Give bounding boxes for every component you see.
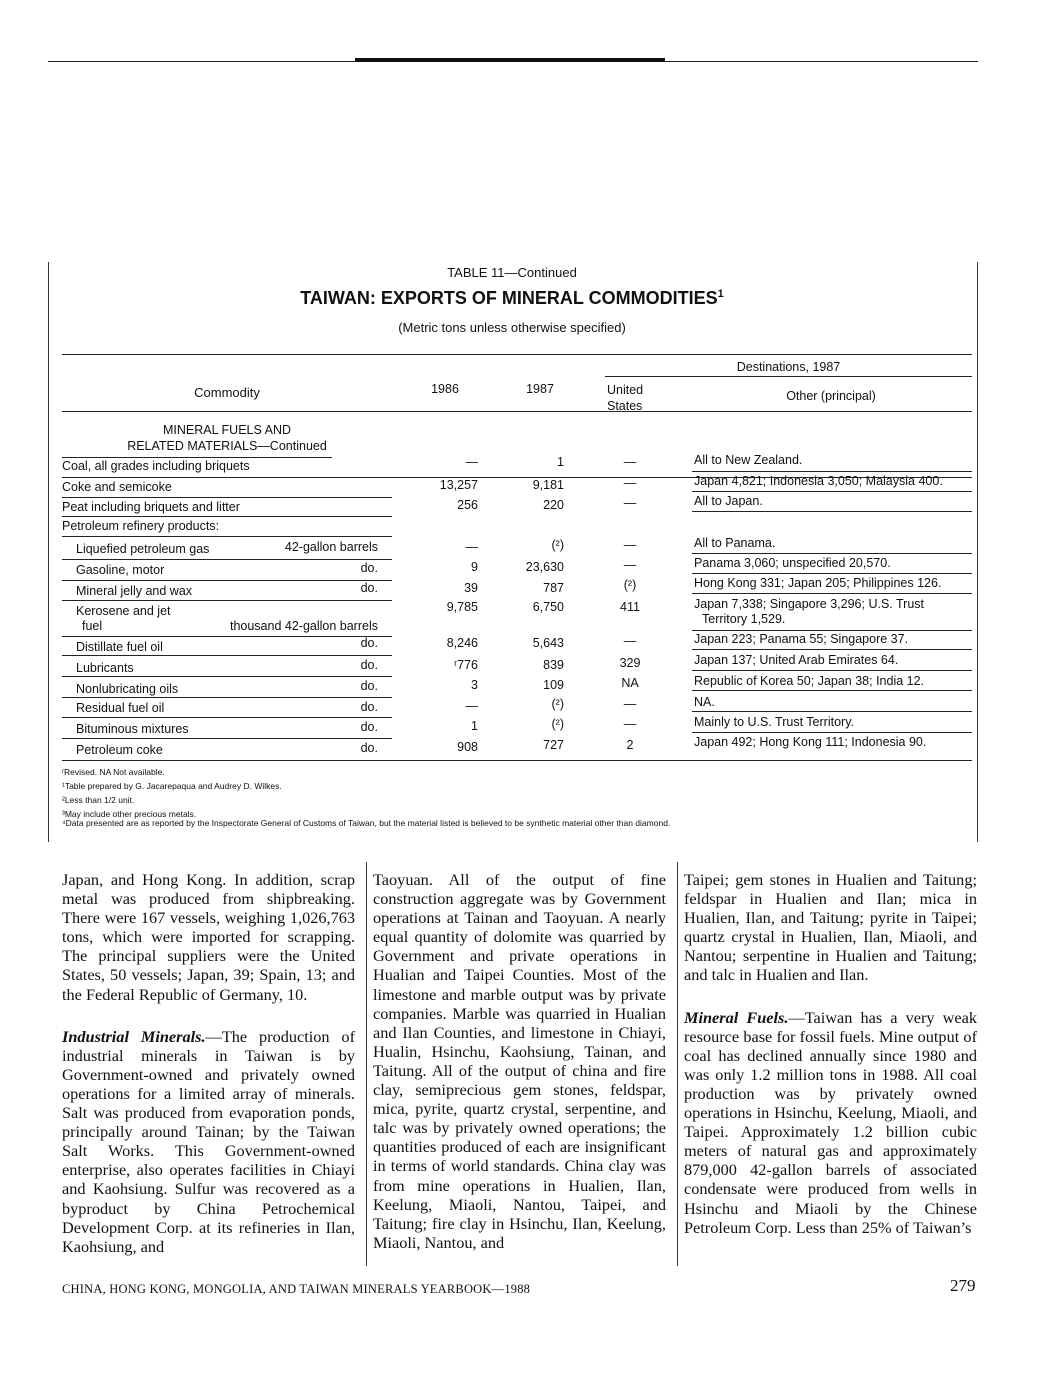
- row-coal-1986: —: [465, 455, 478, 469]
- row-kerosene-name-line2: fuel: [82, 619, 103, 633]
- header-other: Other (principal): [786, 389, 876, 403]
- row-bituminous-us: —: [623, 717, 637, 731]
- row-residual-name: Residual fuel oil: [76, 701, 165, 715]
- row-gasoline-unit: do.: [360, 561, 378, 575]
- row-bituminous-1987: (²): [551, 717, 564, 731]
- row-nonlubricating-unit: do.: [360, 679, 378, 693]
- footnote-1: ¹Table prepared by G. Jacarepaqua and Audrey D. Wilkes.: [62, 781, 282, 791]
- row-lubricants-unit: do.: [360, 658, 378, 672]
- row-coal-name: Coal, all grades including briquets: [62, 459, 250, 473]
- row-lpg-unit: 42-gallon barrels: [284, 540, 378, 554]
- paragraph: Japan, and Hong Kong. In addition, scrap metal was produced from shipbreaking. There were 167 vessels, weighing 1,026,763 tons, which were imported for scrapping. The principal suppliers were the United States, 50 vessels; Japan, 39; Spain, 13; and the Federal Republic of Germany, 10.: [62, 870, 355, 1004]
- table-title-footnote-ref: 1: [717, 288, 724, 300]
- dest-rule: [692, 593, 972, 594]
- body-column-1: [62, 870, 355, 1256]
- row-peat-us: —: [623, 496, 637, 510]
- row-gasoline-1987: 23,630: [525, 560, 564, 574]
- dest-rule: [692, 511, 972, 512]
- section-heading-line1: MINERAL FUELS AND: [162, 423, 292, 437]
- table-title-text: TAIWAN: EXPORTS OF MINERAL COMMODITIES: [300, 288, 718, 308]
- paragraph-text: —The production of industrial minerals in Taiwan is by Government-owned and privately owned operations for a limited array of minerals. Salt was produced from evaporation ponds, principally around Tainan; by the Taiwan Salt Works. This Government-owned enterprise, also operates facilities in Chiayi and Kaohsiung. Sulfur was recovered as a byproduct by China Petrochemical Development Corp. at its refineries in Ilan, Kaohsiung, and: [62, 1026, 355, 1256]
- row-rule: [62, 738, 392, 739]
- footnote-2: ²Less than 1/2 unit.: [62, 795, 135, 805]
- destinations-rule: [605, 376, 972, 377]
- row-rule: [62, 676, 392, 677]
- row-rule: [62, 717, 392, 718]
- row-nonlubricating-name: Nonlubricating oils: [76, 682, 179, 696]
- row-kerosene-name: [76, 604, 171, 634]
- row-lpg-1986: —: [465, 540, 478, 554]
- row-bituminous-1986: 1: [471, 719, 478, 733]
- row-lubricants-1987: 839: [543, 658, 564, 672]
- row-peat-name: Peat including briquets and litter: [62, 500, 240, 514]
- row-coke-1987: 9,181: [532, 478, 564, 492]
- row-mineral-jelly-1986: 39: [464, 581, 478, 595]
- row-distillate-1986: 8,246: [446, 636, 478, 650]
- row-mineral-jelly-other: Hong Kong 331; Japan 205; Philippines 126.: [694, 576, 942, 590]
- column-divider: [366, 862, 367, 1266]
- row-gasoline-us: —: [623, 558, 637, 572]
- row-kerosene-other-line2: Territory 1,529.: [702, 612, 786, 626]
- row-kerosene-us: 411: [620, 600, 640, 614]
- row-distillate-other: Japan 223; Panama 55; Singapore 37.: [694, 632, 909, 646]
- row-lpg-name: Liquefied petroleum gas: [76, 542, 210, 556]
- section-heading-industrial-minerals: Industrial Minerals.: [62, 1026, 206, 1046]
- row-rule: [62, 559, 392, 560]
- table-bottom-rule: [62, 760, 972, 761]
- row-residual-1986: —: [465, 699, 478, 713]
- row-nonlubricating-1986: 3: [471, 678, 478, 692]
- row-petroleum-coke-1987: 727: [543, 738, 564, 752]
- top-rule-accent: [355, 58, 665, 62]
- row-bituminous-other: Mainly to U.S. Trust Territory.: [694, 715, 854, 729]
- row-residual-other: NA.: [694, 695, 715, 709]
- row-kerosene-name-line1: Kerosene and jet: [76, 604, 171, 618]
- row-nonlubricating-us: NA: [621, 676, 639, 690]
- row-kerosene-other-line1: Japan 7,338; Singapore 3,296; U.S. Trust: [694, 597, 925, 611]
- row-kerosene-1987: 6,750: [532, 600, 564, 614]
- section-heading: [62, 422, 392, 454]
- row-distillate-us: —: [623, 634, 637, 648]
- row-nonlubricating-other: Republic of Korea 50; Japan 38; India 12.: [694, 674, 925, 688]
- row-mineral-jelly-us: (²): [623, 578, 637, 592]
- header-1986: 1986: [431, 382, 459, 396]
- row-rule: [62, 600, 392, 601]
- paragraph-text: —Taiwan has a very weak resource base for fossil fuels. Mine output of coal has declined annually since 1980 and was only 1.2 million tons in 1988. All coal production was by privately owned operations in Hsinchu, Keelung, Miaoli, and Taipei. Approximately 1.2 billion cubic meters of natural gas and approximately 879,000 42-gallon barrels of associated condensate were produced from wells in Hsinchu and Miaoli by the Chinese Petroleum Corp. Less than 25% of Taiwan’s: [684, 1007, 977, 1237]
- dest-rule: [692, 711, 972, 712]
- row-gasoline-1986: 9: [471, 560, 478, 574]
- row-kerosene-other: [694, 597, 924, 627]
- dest-rule: [692, 690, 972, 691]
- row-rule: [62, 697, 392, 698]
- header-commodity: Commodity: [194, 385, 260, 400]
- row-coke-name: Coke and semicoke: [62, 480, 172, 494]
- row-petroleum-coke-unit: do.: [360, 741, 378, 755]
- paragraph-mineral-fuels: [684, 1008, 977, 1237]
- paragraph-industrial-minerals: [62, 1027, 355, 1256]
- footnote-4: ⁴Data presented are as reported by the Inspectorate General of Customs of Taiwan, but the material listed is believed to be synthetic material other than diamond.: [62, 818, 671, 828]
- row-mineral-jelly-name: Mineral jelly and wax: [76, 584, 193, 598]
- row-rule: [62, 457, 332, 458]
- row-petroleum-coke-name: Petroleum coke: [76, 743, 163, 757]
- dest-rule: [692, 573, 972, 574]
- table-header-rule-top: [62, 354, 972, 355]
- body-column-2: [373, 870, 666, 1252]
- row-bituminous-name: Bituminous mixtures: [76, 722, 189, 736]
- row-lubricants-us: 329: [619, 656, 641, 670]
- row-petroleum-coke-us: 2: [626, 738, 634, 752]
- row-mineral-jelly-unit: do.: [360, 581, 378, 595]
- row-lubricants-other: Japan 137; United Arab Emirates 64.: [694, 653, 899, 667]
- section-heading-mineral-fuels: Mineral Fuels.: [684, 1007, 789, 1027]
- dest-rule: [692, 491, 972, 492]
- row-gasoline-name: Gasoline, motor: [76, 563, 165, 577]
- row-coke-1986: 13,257: [439, 478, 478, 492]
- row-residual-1987: (²): [551, 697, 564, 711]
- row-coal-1987: 1: [557, 455, 564, 469]
- row-distillate-unit: do.: [360, 636, 378, 650]
- dest-rule: [692, 553, 972, 554]
- row-distillate-name: Distillate fuel oil: [76, 640, 163, 654]
- dest-rule: [692, 732, 972, 733]
- running-footer: CHINA, HONG KONG, MONGOLIA, AND TAIWAN MINERALS YEARBOOK—1988: [62, 1282, 531, 1296]
- table-subtitle: (Metric tons unless otherwise specified): [398, 320, 626, 335]
- dest-rule: [692, 670, 972, 671]
- row-rule: [62, 536, 392, 537]
- section-heading-line2: RELATED MATERIALS—Continued: [127, 439, 327, 453]
- row-mineral-jelly-1987: 787: [543, 581, 564, 595]
- header-destinations: Destinations, 1987: [736, 360, 841, 374]
- dest-rule: [692, 471, 972, 472]
- row-lpg-other: All to Panama.: [694, 536, 776, 550]
- column-divider: [677, 862, 678, 1266]
- row-petroleum-coke-other: Japan 492; Hong Kong 111; Indonesia 90.: [694, 735, 927, 749]
- row-distillate-1987: 5,643: [532, 636, 564, 650]
- dest-rule: [692, 649, 972, 650]
- row-kerosene-unit: thousand 42-gallon barrels: [229, 619, 378, 633]
- row-rule: [62, 655, 392, 656]
- paragraph: Taipei; gem stones in Hualien and Taitung; feldspar in Hualien and Ilan; mica in Hualien, Ilan, and Taitung; pyrite in Taipei; quartz crystal in Hualien, Ilan, Miaoli, and Nantou; serpentine in Hualien and Taitung; and talc in Hualien and Ilan.: [684, 870, 977, 985]
- table-header-rule-bottom: [62, 411, 972, 412]
- header-1987: 1987: [526, 382, 554, 396]
- paragraph: Taoyuan. All of the output of fine construction aggregate was by Government operations at Tainan and Taoyuan. A nearly equal quantity of dolomite was quarried by Government and private operations in Hualian and Taipei Counties. Most of the limestone and marble output was by private companies. Marble was quarried in Hualian and Ilan Counties, and limestone in Chiayi, Hualin, Hsinchu, Kaohsiung, Tainan, and Taitung. All of the output of china and fire clay, semiprecious gem stones, feldspar, mica, pyrite, quartz crystal, serpentine, and talc was by privately owned operations; the quantities produced of each are insignificant in terms of world standards. China clay was from mine operations in Hualien, Ilan, Keelung, Miaoli, Nantou, Taipei, and Taitung; fire clay in Hsinchu, Ilan, Keelung, Miaoli, Nantou, and: [373, 870, 666, 1252]
- row-bituminous-unit: do.: [360, 720, 378, 734]
- row-lubricants-name: Lubricants: [76, 661, 134, 675]
- footnote-3: ³May include other precious metals.: [62, 809, 197, 819]
- table-title: [48, 288, 976, 309]
- footnote-revised: ʳRevised. NA Not available.: [62, 767, 165, 777]
- row-petroleum-coke-1986: 908: [457, 740, 478, 754]
- subgroup-petroleum-refinery-products: Petroleum refinery products:: [62, 519, 220, 533]
- row-gasoline-other: Panama 3,060; unspecified 20,570.: [694, 556, 891, 570]
- row-residual-unit: do.: [360, 700, 378, 714]
- row-lubricants-1986: ʳ776: [454, 658, 478, 672]
- row-kerosene-1986: 9,785: [446, 600, 478, 614]
- row-rule: [62, 497, 392, 498]
- row-residual-us: —: [623, 697, 637, 711]
- row-coke-us: —: [623, 476, 637, 490]
- row-rule: [62, 516, 392, 517]
- page-number: 279: [950, 1276, 976, 1295]
- row-peat-1987: 220: [543, 498, 564, 512]
- row-peat-1986: 256: [457, 498, 478, 512]
- row-peat-other: All to Japan.: [694, 494, 763, 508]
- header-united-states: United States: [607, 383, 644, 413]
- row-coke-other: Japan 4,821; Indonesia 3,050; Malaysia 400.: [694, 474, 943, 488]
- row-lpg-1987: (²): [551, 538, 564, 552]
- row-coal-other: All to New Zealand.: [694, 453, 803, 467]
- table-label: TABLE 11—Continued: [447, 265, 577, 280]
- row-coal-us: —: [623, 455, 637, 469]
- row-nonlubricating-1987: 109: [543, 678, 564, 692]
- row-lpg-us: —: [623, 538, 637, 552]
- dest-rule: [692, 630, 972, 631]
- body-column-3: [684, 870, 977, 1237]
